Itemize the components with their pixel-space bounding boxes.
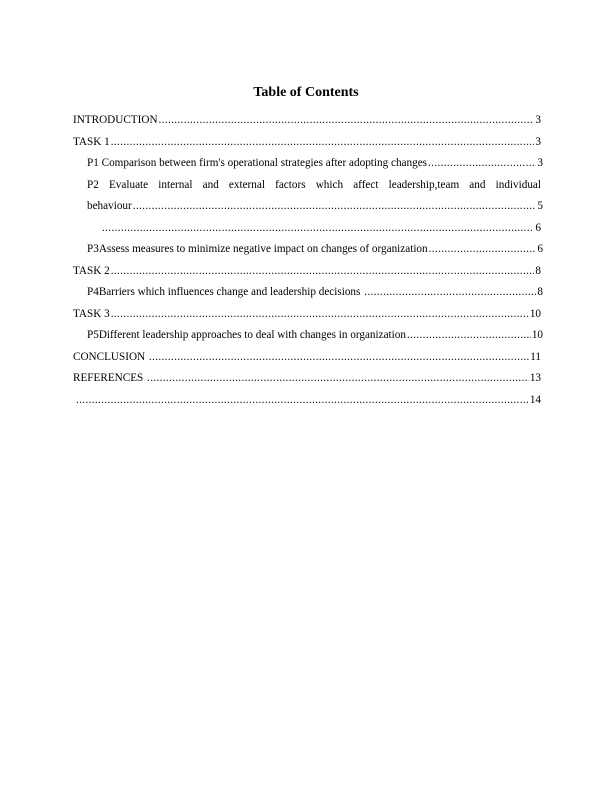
toc-entry-p5[interactable] (73, 328, 543, 342)
toc-entry-p3[interactable] (73, 242, 543, 256)
toc-entry-label: behaviour (87, 200, 132, 212)
dot-leader (111, 135, 535, 149)
toc-entry-label: P2 Evaluate internal and external factors which affect leadership,team and individual (87, 178, 541, 191)
dot-leader (102, 221, 534, 235)
toc-entry-blank-6[interactable] (73, 221, 541, 235)
dot-leader (407, 328, 531, 342)
toc-entry-page: 10 (531, 329, 543, 341)
toc-entry-page: 8 (535, 264, 541, 277)
toc-entry-page: 14 (529, 393, 541, 406)
dot-leader (364, 285, 536, 299)
toc-entry-p2-line1[interactable] (73, 178, 541, 192)
toc-entry-page: 13 (529, 372, 541, 384)
toc-entry-page: 11 (530, 350, 541, 363)
toc-entry-page: 10 (529, 307, 541, 320)
toc-entry-p2-line2[interactable] (73, 199, 543, 213)
toc-entry-label: P5Different leadership approaches to deal with changes in organization (87, 329, 406, 341)
toc-entry-label: P3Assess measures to minimize negative impact on changes of organization (87, 243, 428, 255)
toc-entry-task2[interactable] (73, 264, 541, 278)
dot-leader (133, 199, 537, 213)
toc-entry-introduction[interactable] (73, 113, 541, 127)
dot-leader (149, 350, 529, 364)
toc-entry-task3[interactable] (73, 307, 541, 321)
dot-leader (159, 113, 535, 127)
toc-entry-page: 6 (537, 243, 543, 255)
dot-leader (147, 371, 529, 385)
toc-entry-label: TASK 3 (73, 307, 110, 320)
toc-entry-label: P4Barriers which influences change and leadership decisions (87, 286, 364, 298)
toc-entry-label: INTRODUCTION (73, 114, 158, 126)
toc-entry-p4[interactable] (73, 285, 543, 299)
toc-entry-p1[interactable] (73, 156, 543, 170)
toc-entry-blank-14[interactable] (73, 393, 541, 407)
toc-entry-task1[interactable] (73, 135, 541, 149)
dot-leader (111, 307, 529, 321)
toc-entry-label: CONCLUSION (73, 350, 148, 363)
toc-entry-page: 3 (537, 157, 543, 169)
page-title: Table of Contents (253, 85, 359, 100)
toc-entry-conclusion[interactable] (73, 350, 541, 364)
dot-leader (429, 242, 537, 256)
dot-leader (428, 156, 536, 170)
toc-entry-page: 3 (535, 114, 541, 126)
toc-entry-page: 8 (537, 286, 543, 298)
toc-list (73, 113, 541, 414)
toc-entry-page: 3 (535, 135, 541, 148)
toc-entry-page: 6 (535, 221, 541, 234)
toc-entry-references[interactable] (73, 371, 541, 385)
toc-entry-label: TASK 2 (73, 264, 110, 277)
toc-entry-label: REFERENCES (73, 372, 147, 384)
toc-entry-page: 5 (537, 200, 543, 212)
toc-entry-label: TASK 1 (73, 135, 110, 148)
dot-leader (111, 264, 535, 278)
toc-entry-label: P1 Comparison between firm's operational strategies after adopting changes (87, 157, 428, 169)
dot-leader (76, 393, 529, 407)
